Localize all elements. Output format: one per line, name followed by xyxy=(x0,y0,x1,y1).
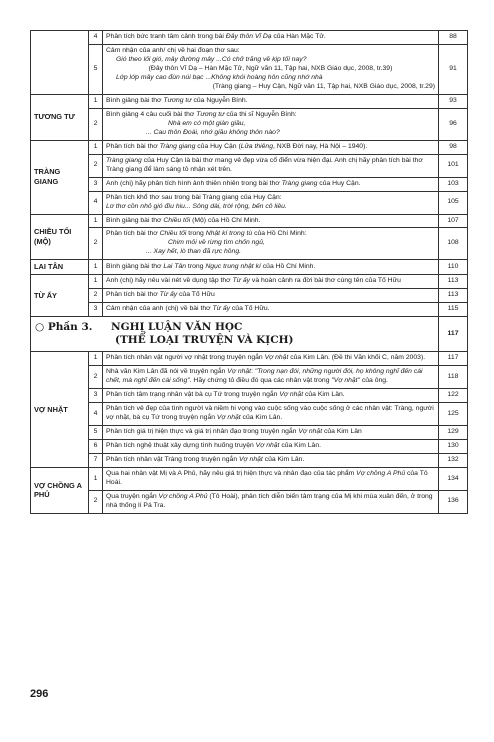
page-ref[interactable]: 122 xyxy=(439,389,468,403)
row-title: Phân tích nhân vật người vợ nhặt trong truyện ngắn Vợ nhặt của Kim Lân. (Đề thi Văn khối C, năm 2003). xyxy=(103,352,439,366)
row-number: 4 xyxy=(89,31,103,45)
page-ref[interactable]: 108 xyxy=(439,228,468,260)
row-number: 1 xyxy=(89,214,103,228)
row-title: Bình giảng 4 câu cuối bài thơ Tương tư của thi sĩ Nguyễn Bính: Nhà em có một giàn giầu, ... Cau thôn Đoài, nhớ giầu không thôn nào? xyxy=(103,108,439,140)
row-number: 1 xyxy=(89,140,103,154)
toc-row xyxy=(31,140,468,154)
toc-row xyxy=(31,94,468,108)
toc-row xyxy=(31,389,468,403)
section-label: TƯƠNG TƯ xyxy=(31,94,89,140)
toc-row xyxy=(31,426,468,440)
row-number: 1 xyxy=(89,352,103,366)
row-title: Bình giảng bài thơ Lai Tân trong Ngục trung nhật kí của Hồ Chí Minh. xyxy=(103,260,439,275)
row-title: Phân tích bức tranh tâm cảnh trong bài Đây thôn Vĩ Dạ của Hàn Mặc Tử. xyxy=(103,31,439,45)
page-ref[interactable]: 115 xyxy=(439,303,468,317)
part-heading-row xyxy=(31,317,468,352)
toc-row xyxy=(31,177,468,191)
row-number: 3 xyxy=(89,177,103,191)
toc-row xyxy=(31,44,468,94)
toc-row xyxy=(31,228,468,260)
toc-row xyxy=(31,468,468,491)
part-prefix: ○ Phần 3. xyxy=(35,321,93,334)
toc-row xyxy=(31,352,468,366)
toc-row xyxy=(31,440,468,454)
toc-row xyxy=(31,214,468,228)
page-ref[interactable]: 101 xyxy=(439,154,468,177)
page-ref[interactable]: 110 xyxy=(439,260,468,275)
section-label: CHIỀU TỐI (MỘ) xyxy=(31,214,89,260)
page-ref[interactable]: 118 xyxy=(439,366,468,389)
row-title: Phân tích nhân vật Tràng trong truyện ngắn Vợ nhặt của Kim Lân. xyxy=(103,454,439,468)
row-title: Cảm nhận của anh (chị) về bài thơ Từ ấy của Tố Hữu. xyxy=(103,303,439,317)
page-ref[interactable]: 132 xyxy=(439,454,468,468)
page-ref[interactable]: 93 xyxy=(439,94,468,108)
toc-row xyxy=(31,191,468,214)
section-label: LAI TÂN xyxy=(31,260,89,275)
part-heading xyxy=(31,317,439,352)
row-number: 2 xyxy=(89,154,103,177)
page-ref[interactable]: 103 xyxy=(439,177,468,191)
row-number: 4 xyxy=(89,191,103,214)
row-number: 3 xyxy=(89,303,103,317)
section-cell xyxy=(31,31,89,95)
section-label: VỢ CHỒNG A PHỦ xyxy=(31,468,89,514)
row-title: Phân tích giá trị hiện thực và giá trị nhân đạo trong truyện ngắn Vợ nhặt của Kim Lân xyxy=(103,426,439,440)
toc-row xyxy=(31,275,468,289)
page-ref[interactable]: 136 xyxy=(439,490,468,513)
row-title: Phân tích nghệ thuật xây dựng tình huống truyện Vợ nhặt của Kim Lân. xyxy=(103,440,439,454)
page-ref[interactable]: 113 xyxy=(439,275,468,289)
toc-row xyxy=(31,31,468,45)
row-number: 1 xyxy=(89,275,103,289)
row-title: Cảm nhận của anh/ chị về hai đoạn thơ sau: Gió theo lối gió, mây đường mây ...Có chở trăng về kịp tối nay? (Đây thôn Vĩ Dạ – Hàn Mặc Tử, Ngữ văn 11, Tập hai, NXB Giáo dục, 2008, tr.39) Lớp lớp mây cao đùn núi bạc ...Không khói hoàng hôn cũng nhớ nhà (Tràng giang – Huy Cận, Ngữ văn 11, Tập hai, NXB Giáo dục, 2008, tr.29) xyxy=(103,44,439,94)
page-ref[interactable]: 105 xyxy=(439,191,468,214)
table-of-contents xyxy=(30,30,468,514)
row-title: Bình giảng bài thơ Tương tư của Nguyễn Bính. xyxy=(103,94,439,108)
page-ref[interactable]: 130 xyxy=(439,440,468,454)
toc-row xyxy=(31,454,468,468)
row-title: Phân tích bài thơ Từ ấy của Tố Hữu xyxy=(103,289,439,303)
row-title: Qua truyện ngắn Vợ chồng A Phủ (Tô Hoài), phân tích diễn biến tâm trạng của Mị khi mùa xuân đến, ở trong nhà thống lí Pá Tra. xyxy=(103,490,439,513)
toc-row xyxy=(31,366,468,389)
row-title: Bình giảng bài thơ Chiều tối (Mộ) của Hồ Chí Minh. xyxy=(103,214,439,228)
toc-row xyxy=(31,490,468,513)
page-ref[interactable]: 96 xyxy=(439,108,468,140)
row-number: 2 xyxy=(89,490,103,513)
toc-row xyxy=(31,289,468,303)
page-ref[interactable]: 91 xyxy=(439,44,468,94)
row-number: 1 xyxy=(89,260,103,275)
page-ref[interactable]: 117 xyxy=(439,317,468,352)
row-number: 2 xyxy=(89,366,103,389)
row-number: 5 xyxy=(89,44,103,94)
page-ref[interactable]: 113 xyxy=(439,289,468,303)
row-number: 6 xyxy=(89,440,103,454)
row-number: 2 xyxy=(89,289,103,303)
row-title: Nhà văn Kim Lân đã nói về truyện ngắn Vợ nhặt: "Trong nạn đói, những người đói, họ không nghĩ đến cái chết, mà nghĩ đến cái sống". Hãy chứng tỏ điều đó qua các nhân vật trong "Vợ nhặt" của ông. xyxy=(103,366,439,389)
section-label: TỪ ẤY xyxy=(31,275,89,317)
page-ref[interactable]: 129 xyxy=(439,426,468,440)
toc-row xyxy=(31,154,468,177)
row-number: 1 xyxy=(89,94,103,108)
page-ref[interactable]: 117 xyxy=(439,352,468,366)
page-ref[interactable]: 107 xyxy=(439,214,468,228)
row-title: Qua hai nhân vật Mị và A Phủ, hãy nêu giá trị hiện thực và nhân đạo của tác phẩm Vợ chồng A Phủ của Tô Hoài. xyxy=(103,468,439,491)
part-title-line2: (THỂ LOẠI TRUYỆN VÀ KỊCH) xyxy=(115,334,294,347)
toc-row xyxy=(31,403,468,426)
row-number: 2 xyxy=(89,228,103,260)
page-ref[interactable]: 134 xyxy=(439,468,468,491)
row-number: 4 xyxy=(89,403,103,426)
row-number: 7 xyxy=(89,454,103,468)
section-label: TRÀNG GIANG xyxy=(31,140,89,214)
page-ref[interactable]: 88 xyxy=(439,31,468,45)
row-number: 3 xyxy=(89,389,103,403)
row-title: Phân tích vẻ đẹp của tình người và niềm hi vọng vào cuộc sống vào cuộc sống ở các nhân vật: Tràng, người vợ nhặt, bà cụ Tứ trong truyện ngắn Vợ nhặt của Kim Lân. xyxy=(103,403,439,426)
row-title: Phân tích bài thơ Chiều tối trong Nhật kí trong tù của Hồ Chí Minh: Chim mỏi về rừng tìm chốn ngủ, ... Xay hết, lò than đã rực hồng. xyxy=(103,228,439,260)
row-title: Anh (chị) hãy phân tích hình ảnh thiên nhiên trong bài thơ Tràng giang của Huy Cận. xyxy=(103,177,439,191)
row-title: Phân tích tâm trạng nhân vật bà cụ Tứ trong truyện ngắn Vợ nhặt của Kim Lân. xyxy=(103,389,439,403)
toc-row xyxy=(31,108,468,140)
row-number: 5 xyxy=(89,426,103,440)
part-title-line1: NGHỊ LUẬN VĂN HỌC xyxy=(111,321,243,334)
row-title: Tràng giang của Huy Cận là bài thơ mang vẻ đẹp vừa cổ điển vừa hiện đại. Anh chị hãy phân tích bài thơ Tràng giang để làm sáng tỏ nhận xét trên. xyxy=(103,154,439,177)
page-number: 296 xyxy=(30,688,49,700)
toc-row xyxy=(31,303,468,317)
page-ref[interactable]: 98 xyxy=(439,140,468,154)
section-label: VỢ NHẶT xyxy=(31,352,89,468)
row-title: Phân tích bài thơ Tràng giang của Huy Cận (Lửa thiêng, NXB Đời nay, Hà Nội – 1940). xyxy=(103,140,439,154)
row-title: Anh (chị) hãy nêu vài nét về dụng tập thơ Từ ấy và hoàn cảnh ra đời bài thơ cùng tên của Tố Hữu xyxy=(103,275,439,289)
row-number: 2 xyxy=(89,108,103,140)
page-ref[interactable]: 125 xyxy=(439,403,468,426)
toc-row xyxy=(31,260,468,275)
row-number: 1 xyxy=(89,468,103,491)
row-title: Phân tích khổ thơ sau trong bài Tràng giang của Huy Cận: Lơ thơ cồn nhỏ gió đìu hiu... Sông dài, trời rộng, bến cô liêu. xyxy=(103,191,439,214)
